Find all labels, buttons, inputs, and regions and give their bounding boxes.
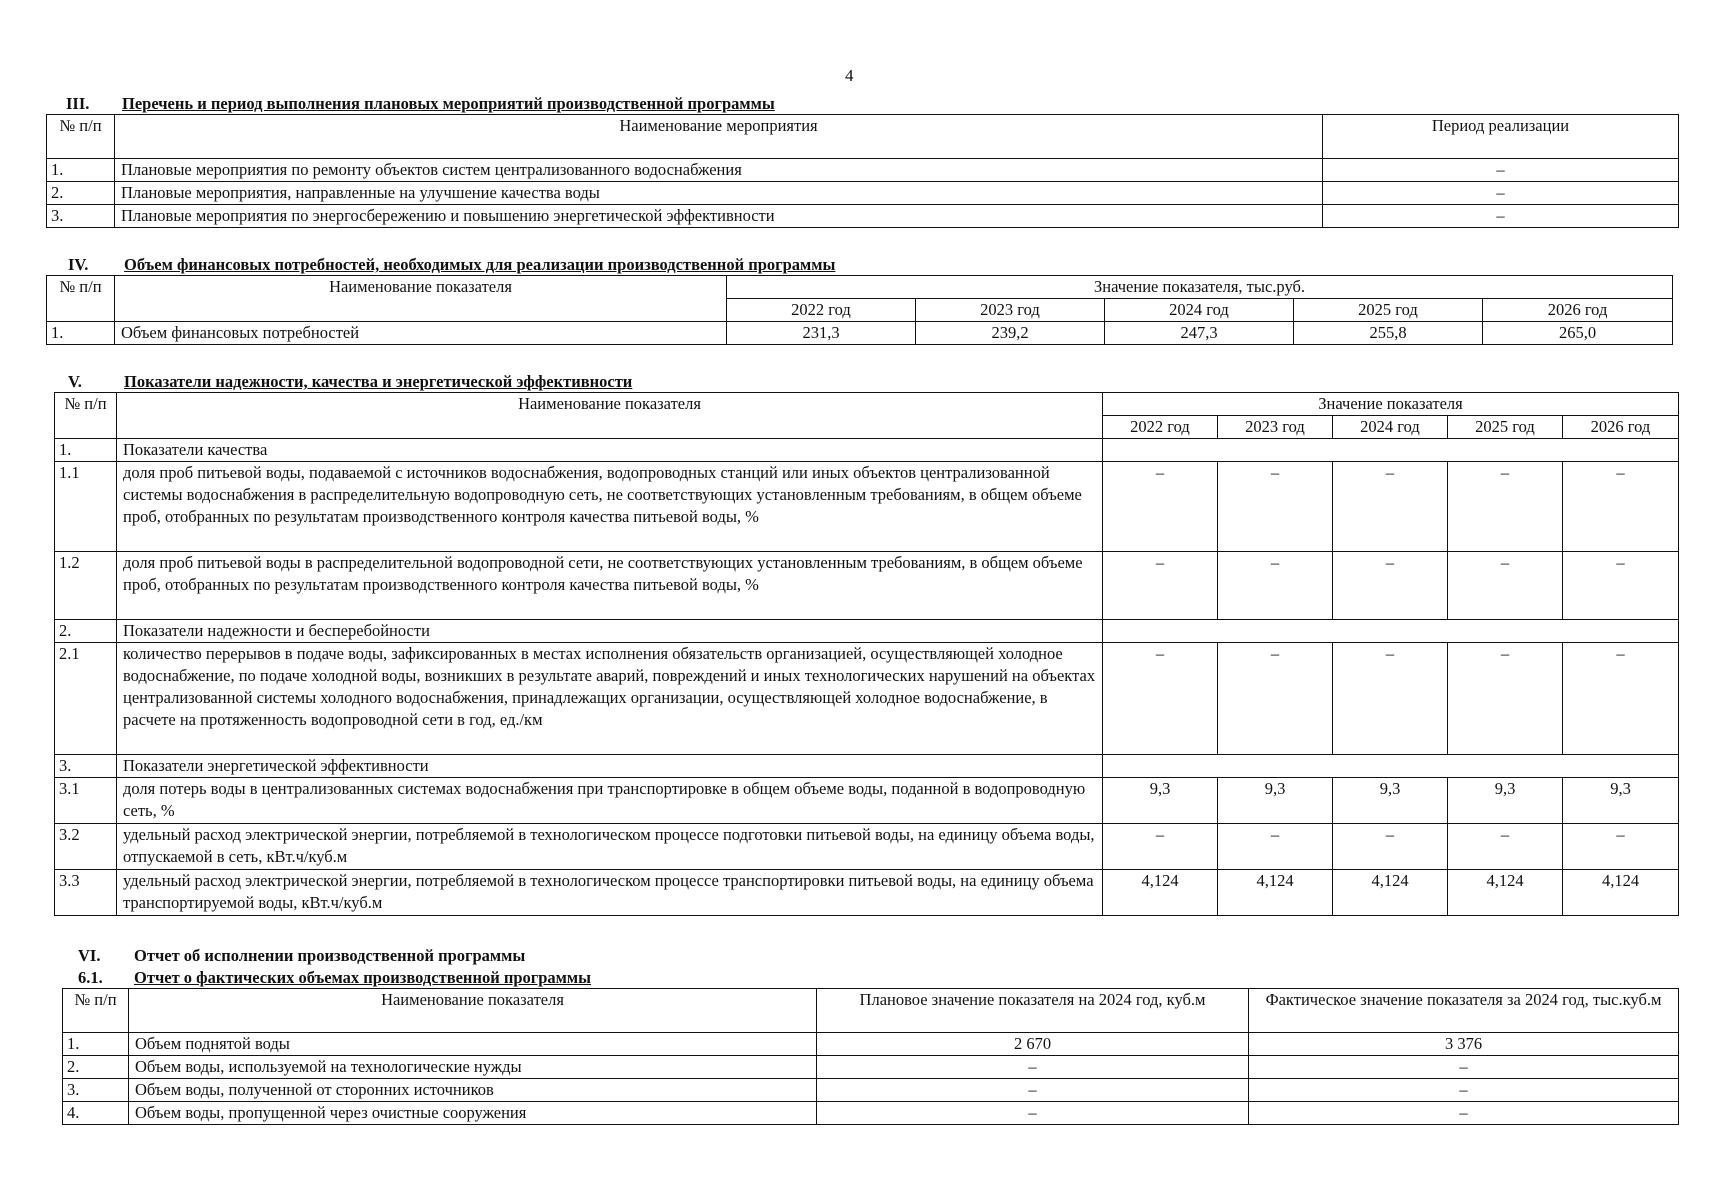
row-value: 9,3: [1563, 778, 1679, 824]
table-row: [55, 824, 1679, 870]
section-6-number: VI.: [78, 946, 101, 965]
table-row: [47, 322, 1673, 345]
row-plan: –: [817, 1056, 1249, 1079]
header-name: Наименование показателя: [115, 276, 727, 322]
table-row: [47, 205, 1679, 228]
row-name: Показатели энергетической эффективности: [117, 755, 1103, 778]
row-value: –: [1103, 462, 1218, 552]
row-value: 247,3: [1105, 322, 1294, 345]
row-value: –: [1218, 643, 1333, 755]
row-name: Объем финансовых потребностей: [115, 322, 727, 345]
row-plan: 2 670: [817, 1033, 1249, 1056]
row-fact: –: [1249, 1056, 1679, 1079]
table-row: [63, 1056, 1679, 1079]
section-6-table: [62, 988, 1679, 1125]
row-value: 239,2: [916, 322, 1105, 345]
section-5-number: V.: [68, 372, 82, 391]
table-row: [63, 1033, 1679, 1056]
row-name: удельный расход электрической энергии, потребляемой в технологическом процессе подготовки питьевой воды, на единицу объема воды, отпускаемой в сеть, кВт.ч/куб.м: [117, 824, 1103, 870]
group-empty-cell: [1103, 620, 1679, 643]
row-value: 255,8: [1294, 322, 1483, 345]
row-name: Объем воды, используемой на технологические нужды: [129, 1056, 817, 1079]
header-year: 2023 год: [916, 299, 1105, 322]
header-no: № п/п: [47, 115, 115, 159]
header-year: 2023 год: [1218, 416, 1333, 439]
header-year: 2022 год: [727, 299, 916, 322]
header-year: 2024 год: [1105, 299, 1294, 322]
row-value: –: [1448, 552, 1563, 620]
section-6-heading: [78, 946, 525, 966]
row-no: 3.: [47, 205, 115, 228]
row-value: 4,124: [1563, 870, 1679, 916]
row-value: –: [1103, 643, 1218, 755]
header-no: № п/п: [63, 989, 129, 1033]
header-name: Наименование показателя: [117, 393, 1103, 439]
section-3-table: [46, 114, 1679, 228]
section-5-table: [54, 392, 1679, 916]
row-period: –: [1323, 159, 1679, 182]
header-fact: Фактическое значение показателя за 2024 год, тыс.куб.м: [1249, 989, 1679, 1033]
row-no: 2.: [55, 620, 117, 643]
section-6-1-title: Отчет о фактических объемах производственной программы: [134, 968, 592, 987]
table-row: [47, 182, 1679, 205]
row-value: –: [1333, 824, 1448, 870]
section-4-table: [46, 275, 1673, 345]
row-value: –: [1563, 824, 1679, 870]
group-row: [55, 620, 1679, 643]
row-name: удельный расход электрической энергии, потребляемой в технологическом процессе транспортировки питьевой воды, на единицу объема транспортируемой воды, кВт.ч/куб.м: [117, 870, 1103, 916]
row-value: –: [1103, 552, 1218, 620]
header-value: Значение показателя: [1103, 393, 1679, 416]
header-year: 2026 год: [1483, 299, 1673, 322]
row-name: Показатели надежности и бесперебойности: [117, 620, 1103, 643]
table-row: [55, 870, 1679, 916]
row-value: –: [1218, 824, 1333, 870]
section-4-number: IV.: [68, 255, 89, 274]
row-value: 4,124: [1448, 870, 1563, 916]
row-name: доля проб питьевой воды в распределительной водопроводной сети, не соответствующих установленным требованиям, в общем объеме проб, отобранных по результатам производственного контроля качества питьевой воды, %: [117, 552, 1103, 620]
table-row: [55, 778, 1679, 824]
row-value: –: [1448, 824, 1563, 870]
row-value: –: [1333, 552, 1448, 620]
row-value: 9,3: [1333, 778, 1448, 824]
row-value: –: [1333, 643, 1448, 755]
row-value: –: [1218, 552, 1333, 620]
row-value: 231,3: [727, 322, 916, 345]
table-row: [55, 462, 1679, 552]
header-year: 2022 год: [1103, 416, 1218, 439]
row-value: 9,3: [1218, 778, 1333, 824]
row-no: 1.: [47, 322, 115, 345]
table-row: [55, 643, 1679, 755]
row-name: Объем воды, пропущенной через очистные сооружения: [129, 1102, 817, 1125]
row-name: количество перерывов в подаче воды, зафиксированных в местах исполнения обязательств организацией, осуществляющей холодное водоснабжение, по подаче холодной воды, возникших в результате аварий, повреждений и иных технологических нарушений на объектах централизованной системы холодного водоснабжения, принадлежащих организации, осуществляющей холодное водоснабжение, в расчете на протяженность водопроводной сети в год, ед./км: [117, 643, 1103, 755]
row-value: –: [1103, 824, 1218, 870]
row-no: 1.2: [55, 552, 117, 620]
row-period: –: [1323, 205, 1679, 228]
row-value: 4,124: [1218, 870, 1333, 916]
section-6-1-number: 6.1.: [78, 968, 103, 987]
row-value: –: [1448, 462, 1563, 552]
row-no: 4.: [63, 1102, 129, 1125]
row-name: Показатели качества: [117, 439, 1103, 462]
table-row: [47, 159, 1679, 182]
header-year: 2025 год: [1448, 416, 1563, 439]
table-row: [55, 552, 1679, 620]
row-fact: –: [1249, 1102, 1679, 1125]
header-no: № п/п: [55, 393, 117, 439]
row-name: Плановые мероприятия, направленные на улучшение качества воды: [115, 182, 1323, 205]
group-empty-cell: [1103, 439, 1679, 462]
row-no: 1.1: [55, 462, 117, 552]
header-value: Значение показателя, тыс.руб.: [727, 276, 1673, 299]
section-4-heading: [68, 255, 835, 275]
row-fact: –: [1249, 1079, 1679, 1102]
page-number: 4: [845, 66, 854, 85]
group-empty-cell: [1103, 755, 1679, 778]
section-3-heading: [66, 94, 775, 114]
section-5-title: Показатели надежности, качества и энергетической эффективности: [124, 372, 633, 391]
row-period: –: [1323, 182, 1679, 205]
table-row: [63, 1102, 1679, 1125]
header-name: Наименование показателя: [129, 989, 817, 1033]
section-5-heading: [68, 372, 632, 392]
row-plan: –: [817, 1102, 1249, 1125]
section-6-1-heading: [78, 968, 591, 988]
section-3-title: Перечень и период выполнения плановых мероприятий производственной программы: [122, 94, 775, 113]
row-value: –: [1218, 462, 1333, 552]
header-period: Период реализации: [1323, 115, 1679, 159]
header-year: 2025 год: [1294, 299, 1483, 322]
header-plan: Плановое значение показателя на 2024 год, куб.м: [817, 989, 1249, 1033]
row-fact: 3 376: [1249, 1033, 1679, 1056]
row-value: –: [1563, 462, 1679, 552]
row-no: 3.: [55, 755, 117, 778]
row-value: –: [1563, 552, 1679, 620]
row-no: 2.: [63, 1056, 129, 1079]
row-no: 1.: [63, 1033, 129, 1056]
row-name: доля потерь воды в централизованных системах водоснабжения при транспортировке в общем объеме воды, поданной в водопроводную сеть, %: [117, 778, 1103, 824]
header-year: 2024 год: [1333, 416, 1448, 439]
row-no: 1.: [47, 159, 115, 182]
row-no: 1.: [55, 439, 117, 462]
section-6-title: Отчет об исполнении производственной программы: [134, 946, 526, 965]
row-value: –: [1448, 643, 1563, 755]
row-value: 4,124: [1333, 870, 1448, 916]
row-value: 4,124: [1103, 870, 1218, 916]
row-value: 265,0: [1483, 322, 1673, 345]
row-no: 3.1: [55, 778, 117, 824]
row-no: 3.3: [55, 870, 117, 916]
row-no: 3.: [63, 1079, 129, 1102]
row-name: Объем воды, полученной от сторонних источников: [129, 1079, 817, 1102]
row-name: Объем поднятой воды: [129, 1033, 817, 1056]
header-no: № п/п: [47, 276, 115, 322]
row-plan: –: [817, 1079, 1249, 1102]
section-3-number: III.: [66, 94, 90, 113]
row-no: 3.2: [55, 824, 117, 870]
row-no: 2.: [47, 182, 115, 205]
row-name: Плановые мероприятия по ремонту объектов систем централизованного водоснабжения: [115, 159, 1323, 182]
group-row: [55, 755, 1679, 778]
row-name: Плановые мероприятия по энергосбережению и повышению энергетической эффективности: [115, 205, 1323, 228]
row-value: –: [1333, 462, 1448, 552]
row-name: доля проб питьевой воды, подаваемой с источников водоснабжения, водопроводных станций или иных объектов централизованной системы водоснабжения в распределительную водопроводную сеть, не соответствующих установленным требованиям, в общем объеме проб, отобранных по результатам производственного контроля качества питьевой воды, %: [117, 462, 1103, 552]
table-row: [63, 1079, 1679, 1102]
row-no: 2.1: [55, 643, 117, 755]
header-year: 2026 год: [1563, 416, 1679, 439]
section-4-title: Объем финансовых потребностей, необходимых для реализации производственной программы: [124, 255, 836, 274]
header-name: Наименование мероприятия: [115, 115, 1323, 159]
row-value: –: [1563, 643, 1679, 755]
group-row: [55, 439, 1679, 462]
row-value: 9,3: [1103, 778, 1218, 824]
row-value: 9,3: [1448, 778, 1563, 824]
